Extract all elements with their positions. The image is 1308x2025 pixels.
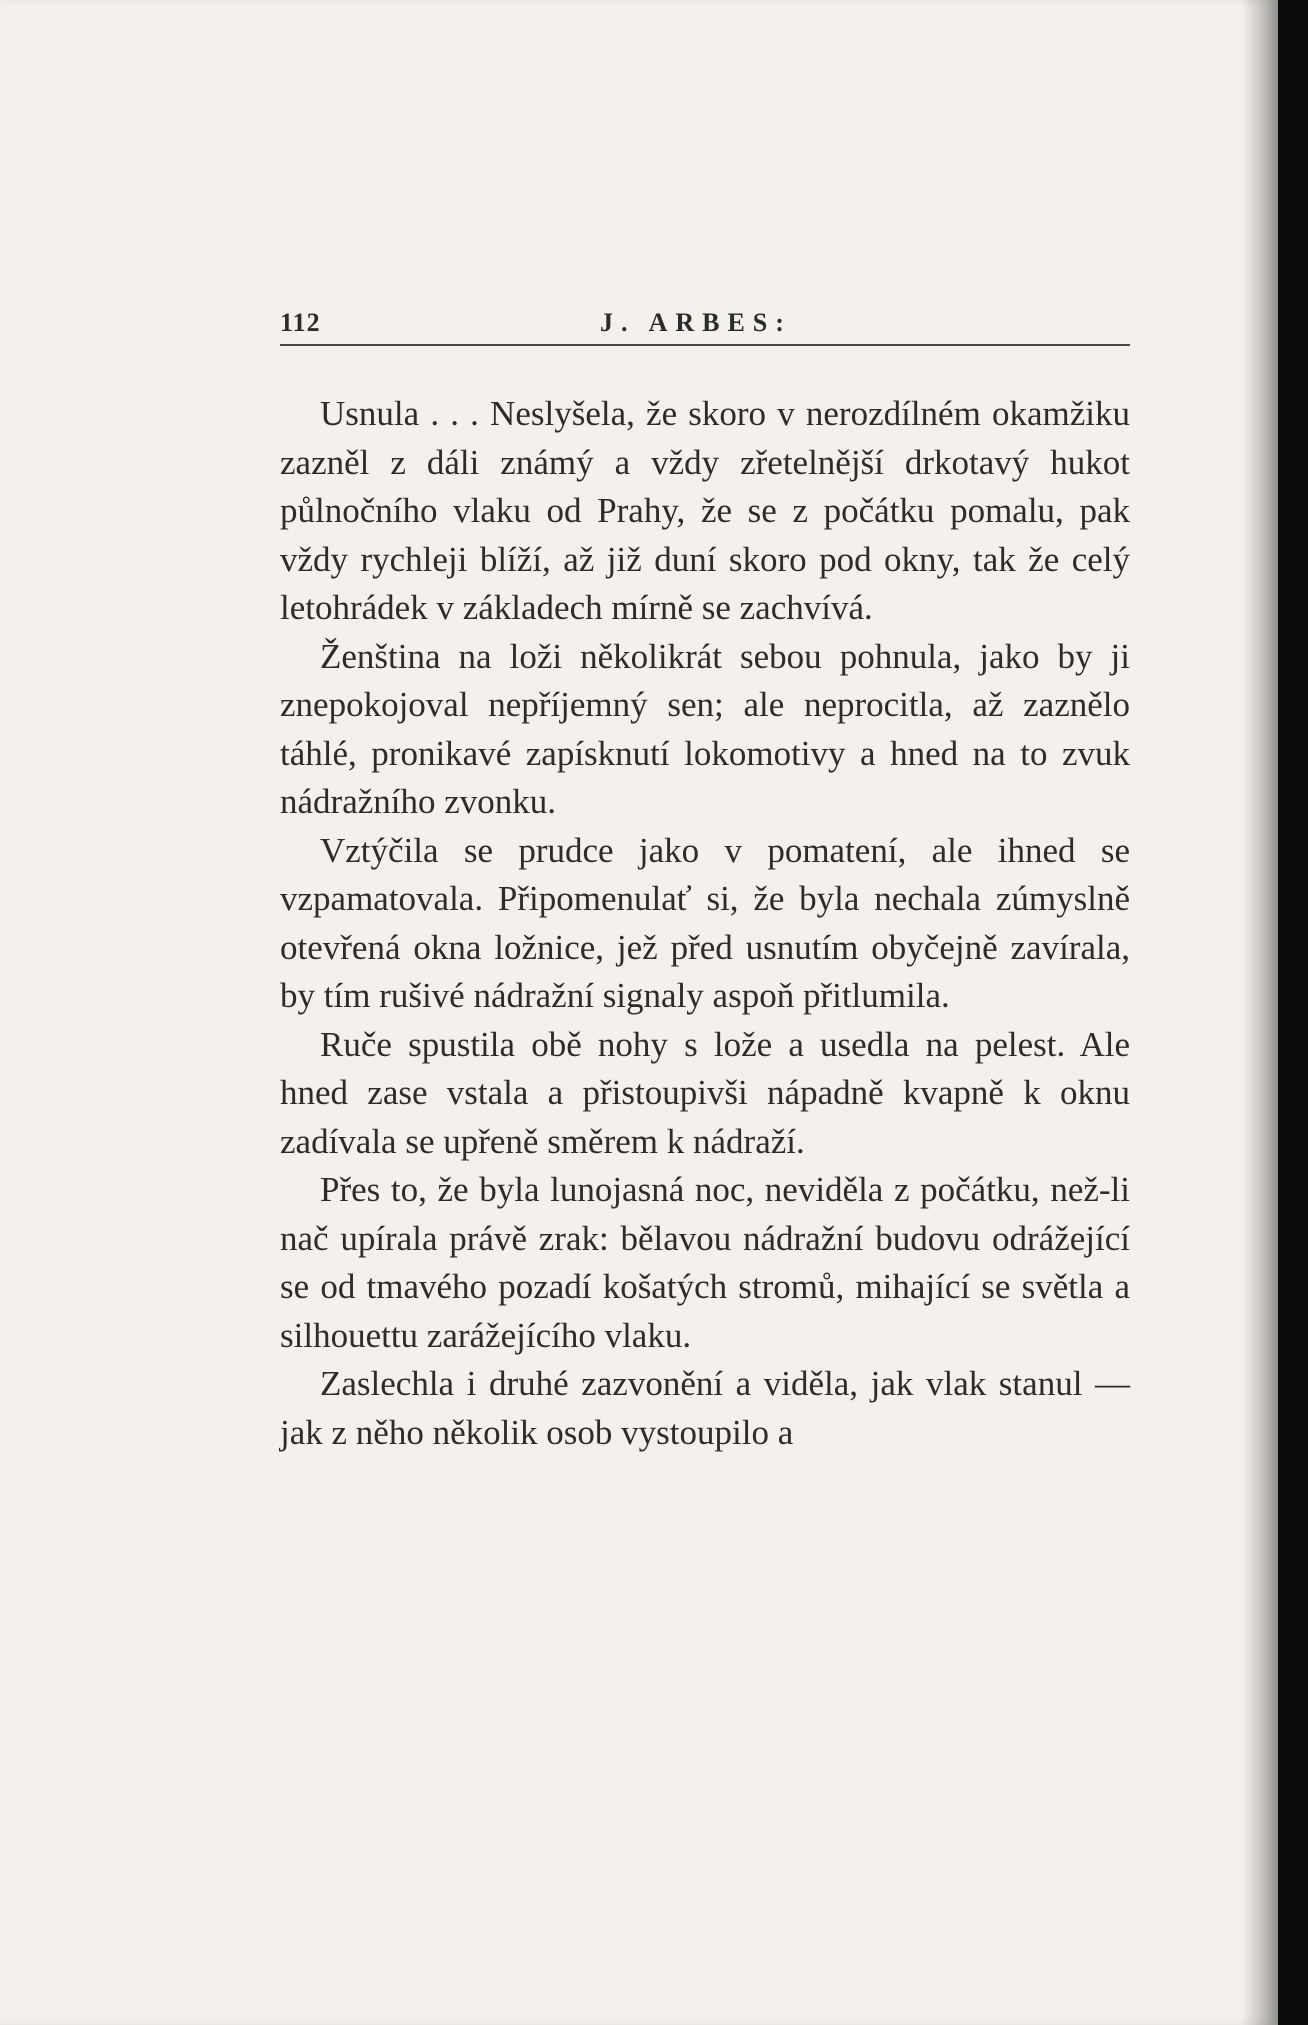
paragraph: Zaslechla i druhé zazvonění a viděla, jak vlak stanul — jak z něho několik osob vystoupilo a [280, 1364, 1130, 1452]
paragraph: Ruče spustila obě nohy s lože a usedla na pelest. Ale hned zase vstala a přistoupivši nápadně kvapně k oknu zadívala se upřeně směrem k nádraží. [280, 1024, 1130, 1161]
running-title: J. ARBES: [600, 308, 792, 337]
page-gutter-shadow [1242, 0, 1278, 2025]
paragraph: Ženština na loži několikrát sebou pohnula, jako by ji znepokojoval nepříjemný sen; ale neprocitla, až zaznělo táhlé, pronikavé zapísknutí lokomotivy a hned na to zvuk nádražního zvonku. [280, 636, 1130, 821]
paragraph: Přes to, že byla lunojasná noc, neviděla z počátku, než-li nač upírala právě zrak: bělavou nádražní budovu odrážející se od tmavého pozadí košatých stromů, mihající se světla a silhouettu zarážejícího vlaku. [280, 1170, 1130, 1355]
page-number: 112 [280, 308, 321, 337]
paragraph: Vztýčila se prudce jako v pomatení, ale ihned se vzpamatovala. Připomenulať si, že byla nechala zúmyslně otevřená okna ložnice, jež před usnutím obyčejně zavírala, by tím rušivé nádražní signaly aspoň přitlumila. [280, 830, 1130, 1015]
header-rule [280, 344, 1130, 346]
paragraph: Usnula . . . Neslyšela, že skoro v nerozdílném okamžiku zazněl z dáli známý a vždy zřetelnější drkotavý hukot půlnočního vlaku od Prahy, že se z počátku pomalu, pak vždy rychleji blíží, až již duní skoro pod okny, tak že celý letohrádek v základech mírně se zachvívá. [280, 394, 1130, 627]
scan-edge [1278, 0, 1308, 2025]
running-head [280, 308, 1130, 348]
body-text [280, 390, 1130, 1457]
